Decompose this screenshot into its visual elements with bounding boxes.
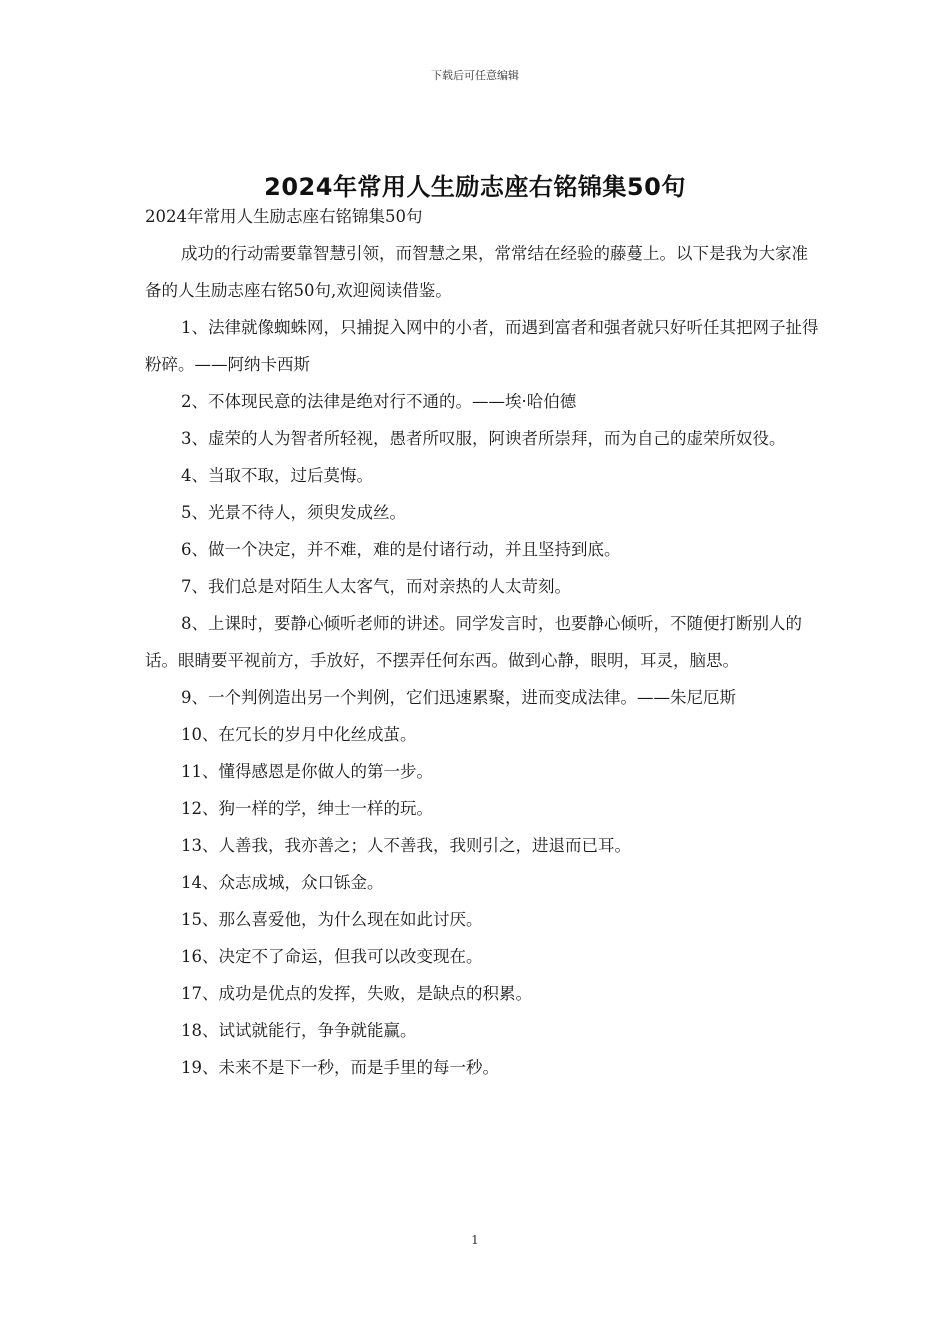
quote-item: 12、狗一样的学，绅士一样的玩。 bbox=[181, 799, 433, 818]
quote-item: 4、当取不取，过后莫悔。 bbox=[181, 466, 373, 485]
quote-item: 13、人善我，我亦善之；人不善我，我则引之，进退而已耳。 bbox=[181, 836, 631, 855]
intro-paragraph: 成功的行动需要靠智慧引领，而智慧之果，常常结在经验的藤蔓上。以下是我为大家准备的人生励志座右铭50句,欢迎阅读借鉴。 bbox=[145, 244, 808, 300]
quote-item: 2、不体现民意的法律是绝对行不通的。——埃·哈伯德 bbox=[181, 392, 577, 411]
quote-item: 14、众志成城，众口铄金。 bbox=[181, 873, 384, 892]
quote-item: 19、未来不是下一秒，而是手里的每一秒。 bbox=[181, 1058, 499, 1077]
page-number: 1 bbox=[471, 1233, 479, 1247]
quote-item: 5、光景不待人，须臾发成丝。 bbox=[181, 503, 406, 522]
quote-item: 8、上课时，要静心倾听老师的讲述。同学发言时，也要静心倾听，不随便打断别人的话。眼睛要平视前方，手放好，不摆弄任何东西。做到心静，眼明，耳灵，脑思。 bbox=[145, 614, 802, 670]
quote-item: 3、虚荣的人为智者所轻视，愚者所叹服，阿谀者所崇拜，而为自己的虚荣所奴役。 bbox=[181, 429, 786, 448]
quote-item: 16、决定不了命运，但我可以改变现在。 bbox=[181, 947, 483, 966]
quote-item: 18、试试就能行，争争就能赢。 bbox=[181, 1021, 417, 1040]
quote-item: 11、懂得感恩是你做人的第一步。 bbox=[181, 762, 433, 781]
quote-item: 1、法律就像蜘蛛网，只捕捉入网中的小者，而遇到富者和强者就只好听任其把网子扯得粉碎。——阿纳卡西斯 bbox=[145, 318, 819, 374]
quote-item: 10、在冗长的岁月中化丝成茧。 bbox=[181, 725, 417, 744]
document-title: 2024年常用人生励志座右铭锦集50句 bbox=[264, 173, 686, 202]
quote-item: 9、一个判例造出另一个判例，它们迅速累聚，进而变成法律。——朱尼厄斯 bbox=[181, 688, 736, 707]
quote-item: 15、那么喜爱他，为什么现在如此讨厌。 bbox=[181, 910, 483, 929]
quote-item: 7、我们总是对陌生人太客气，而对亲热的人太苛刻。 bbox=[181, 577, 571, 596]
quote-item: 17、成功是优点的发挥，失败，是缺点的积累。 bbox=[181, 984, 532, 1003]
quote-item: 6、做一个决定，并不难，难的是付诸行动，并且坚持到底。 bbox=[181, 540, 621, 559]
document-body bbox=[145, 198, 820, 1086]
document-subtitle: 2024年常用人生励志座右铭锦集50句 bbox=[145, 207, 423, 226]
page-header: 下载后可任意编辑 bbox=[431, 69, 519, 82]
